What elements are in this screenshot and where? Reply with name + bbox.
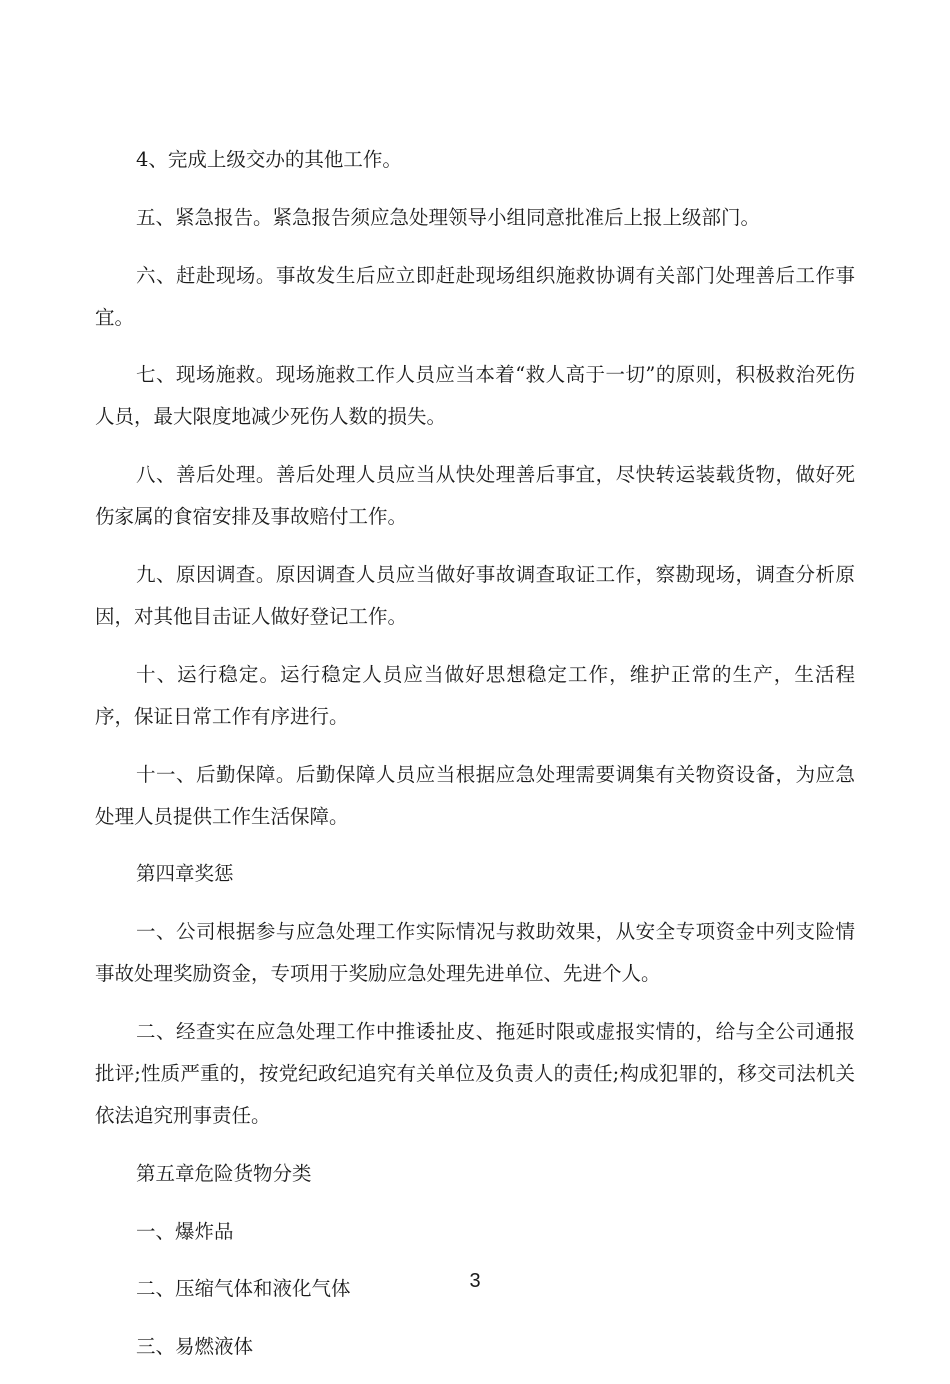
paragraph-rush-to-scene: 六、赶赴现场。事故发生后应立即赶赴现场组织施救协调有关部门处理善后工作事宜。: [95, 263, 855, 329]
list-item-explosives: 一、爆炸品: [136, 1219, 234, 1243]
paragraph-aftermath-handling: 八、善后处理。善后处理人员应当从快处理善后事宜，尽快转运装载货物，做好死伤家属的食宿安排及事故赔付工作。: [95, 463, 855, 529]
paragraph-onsite-rescue: 七、现场施救。现场施救工作人员应当本着“救人高于一切”的原则，积极救治死伤人员，最大限度地减少死伤人数的损失。: [95, 363, 855, 429]
paragraph-operation-stability: 十、运行稳定。运行稳定人员应当做好思想稳定工作，维护正常的生产，生活程序，保证日常工作有序进行。: [95, 662, 855, 728]
list-item-compressed-gases: 二、压缩气体和液化气体: [136, 1277, 351, 1301]
chapter-heading-dangerous-goods: 第五章危险货物分类: [136, 1161, 312, 1185]
chapter-heading-rewards-penalties: 第四章奖惩: [136, 862, 234, 886]
paragraph-logistics-support: 十一、后勤保障。后勤保障人员应当根据应急处理需要调集有关物资设备，为应急处理人员提供工作生活保障。: [95, 762, 855, 828]
paragraph-reward-fund: 一、公司根据参与应急处理工作实际情况与救助效果，从安全专项资金中列支险情事故处理奖励资金，专项用于奖励应急处理先进单位、先进个人。: [95, 920, 855, 986]
paragraph-task-item-4: 4、完成上级交办的其他工作。: [136, 148, 402, 171]
list-item-flammable-liquids: 三、易燃液体: [136, 1335, 254, 1359]
paragraph-penalties: 二、经查实在应急处理工作中推诿扯皮、拖延时限或虚报实情的，给与全公司通报批评;性质严重的，按党纪政纪追究有关单位及负责人的责任;构成犯罪的，移交司法机关依法追究刑事责任。: [95, 1019, 855, 1127]
paragraph-emergency-report: 五、紧急报告。紧急报告须应急处理领导小组同意批准后上报上级部门。: [136, 205, 761, 229]
document-body: [95, 139, 855, 1384]
paragraph-cause-investigation: 九、原因调查。原因调查人员应当做好事故调查取证工作，察勘现场，调查分析原因，对其他目击证人做好登记工作。: [95, 562, 855, 628]
page-number: 3: [469, 1270, 481, 1292]
